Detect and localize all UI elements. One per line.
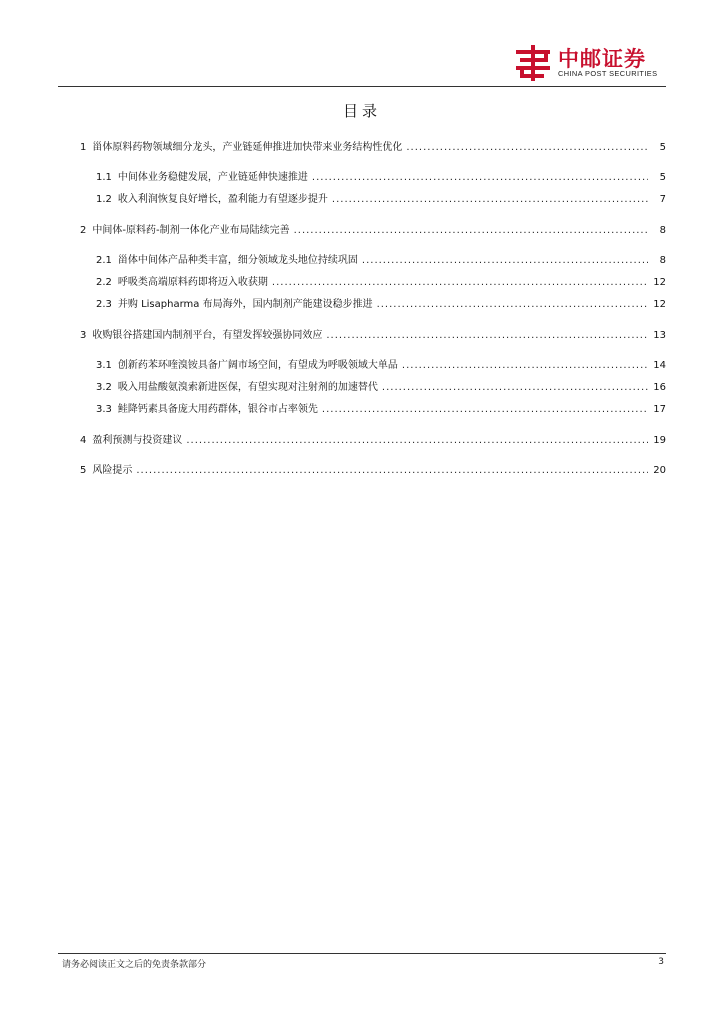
toc-leader-dots [186,433,648,449]
toc-entry-title: 吸入用盐酸氨溴索新进医保，有望实现对注射剂的加速替代 [117,382,378,393]
toc-entry-page: 8 [659,255,666,266]
toc-entry[interactable] [80,223,666,239]
toc-entry-page: 14 [653,360,666,371]
toc-entry-title: 中间体-原料药-制剂一体化产业布局陆续完善 [92,225,290,236]
toc-entry-page: 12 [653,277,666,288]
toc-entry-page: 5 [659,142,666,153]
toc-entry-number: 5 [80,465,87,476]
toc-entry-page: 16 [653,382,666,393]
toc-leader-dots [272,275,648,291]
toc-entry[interactable] [80,433,666,449]
toc-entry-number: 3.3 [96,404,112,415]
toc-leader-dots [406,140,648,156]
page-number: 3 [658,957,664,967]
toc-entry-number: 2.3 [96,299,112,310]
disclaimer-note: 请务必阅读正文之后的免责条款部分 [62,960,207,970]
toc-entry-number: 3.2 [96,382,112,393]
header-divider [58,86,666,87]
china-post-logo-icon [514,44,554,82]
toc-entry-page: 12 [653,299,666,310]
toc-entry[interactable] [80,328,666,344]
toc-entry[interactable] [96,275,666,291]
toc-entry-title: 鲑降钙素具备庞大用药群体，银谷市占率领先 [117,404,318,415]
toc-entry[interactable] [80,463,666,479]
toc-leader-dots [294,223,648,239]
toc-entry-page: 17 [653,404,666,415]
page-header [0,0,724,90]
toc-entry-number: 3.1 [96,360,112,371]
toc-entry-title: 甾体中间体产品种类丰富，细分领域龙头地位持续巩固 [117,255,358,266]
toc-entry[interactable] [80,140,666,156]
toc-entry-title: 收购银谷搭建国内制剂平台，有望发挥较强协同效应 [92,330,323,341]
toc-entry-title: 甾体原料药物领域细分龙头，产业链延伸推进加快带来业务结构性优化 [92,142,403,153]
toc-entry[interactable] [96,297,666,313]
toc-entry-title: 创新药苯环喹溴铵具备广阔市场空间，有望成为呼吸领域大单品 [117,360,398,371]
toc-entry-number: 1 [80,142,87,153]
footer-divider [58,953,666,954]
toc-leader-dots [377,297,648,313]
toc-entry-number: 1.1 [96,172,112,183]
toc-leader-dots [136,463,648,479]
toc-entry-number: 3 [80,330,87,341]
toc-entry-number: 2 [80,225,87,236]
toc-leader-dots [382,380,648,396]
toc-entry-page: 8 [659,225,666,236]
toc-entry-title: 盈利预测与投资建议 [92,435,183,446]
toc-entry-page: 7 [659,194,666,205]
toc-entry[interactable] [96,358,666,374]
brand-name-en: CHINA POST SECURITIES [558,69,658,78]
toc-entry-page: 19 [653,435,666,446]
toc-entry[interactable] [96,192,666,208]
toc-leader-dots [362,253,648,269]
toc-leader-dots [402,358,648,374]
toc-entry-number: 4 [80,435,87,446]
toc-entry-page: 5 [659,172,666,183]
toc-leader-dots [326,328,648,344]
toc-entry-page: 13 [653,330,666,341]
toc-leader-dots [322,402,648,418]
toc-entry-title: 中间体业务稳健发展，产业链延伸快速推进 [117,172,308,183]
toc-entry-number: 2.1 [96,255,112,266]
toc-entry-title: 并购 Lisapharma 布局海外，国内制剂产能建设稳步推进 [117,299,373,310]
toc-entry[interactable] [96,380,666,396]
company-logo [514,44,674,84]
toc-entry-page: 20 [653,465,666,476]
toc-entry-title: 风险提示 [92,465,133,476]
toc-title: 目录 [342,102,381,120]
toc-leader-dots [332,192,648,208]
toc-entry-title: 收入利润恢复良好增长，盈利能力有望逐步提升 [117,194,328,205]
toc-leader-dots [312,170,648,186]
toc-entry-title: 呼吸类高端原料药即将迈入收获期 [117,277,268,288]
toc-entry[interactable] [96,170,666,186]
toc-entry-number: 1.2 [96,194,112,205]
brand-name-cn: 中邮证券 [558,47,646,71]
toc-entry[interactable] [96,402,666,418]
toc-entry[interactable] [96,253,666,269]
toc-entry-number: 2.2 [96,277,112,288]
